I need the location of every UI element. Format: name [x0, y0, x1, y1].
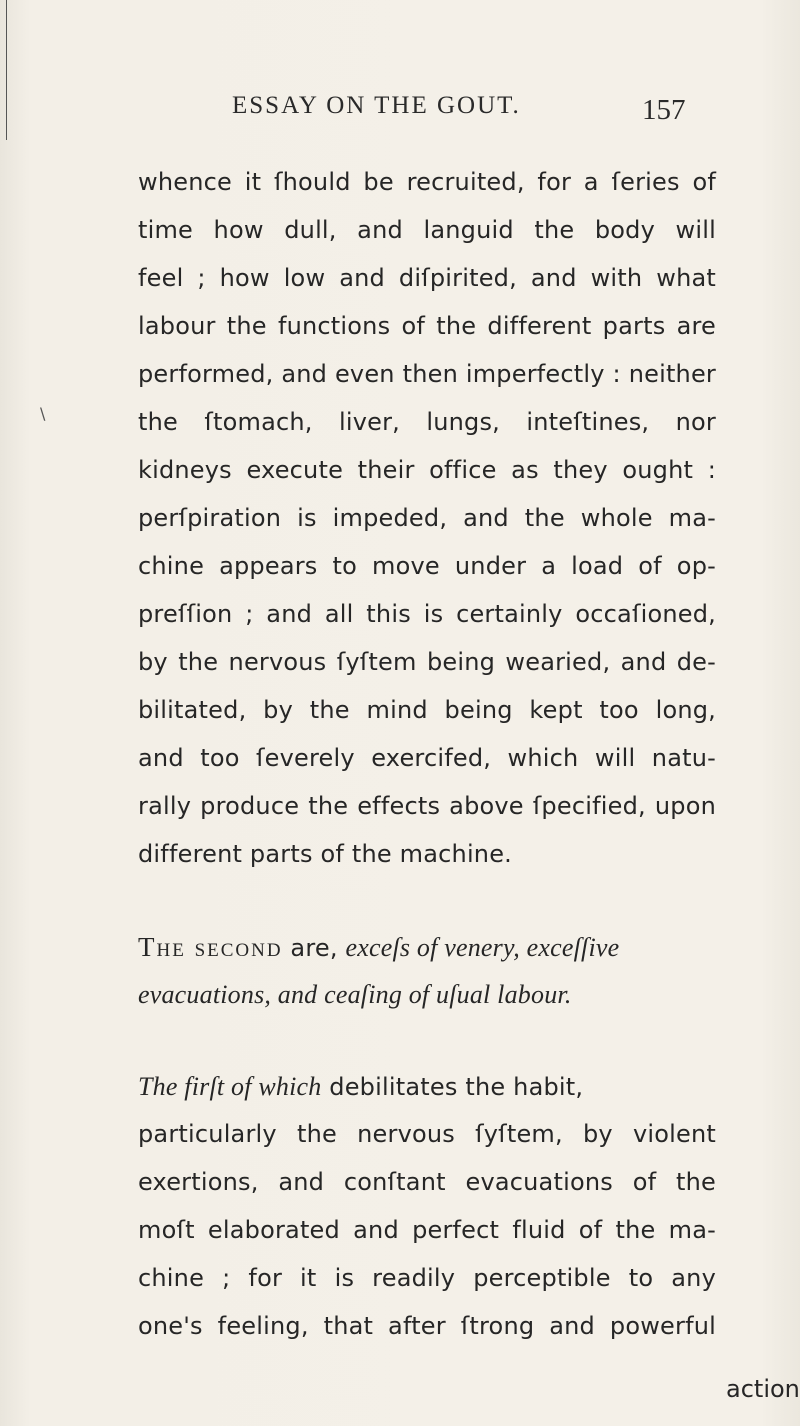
paragraph1-line-10: preſſion ; and all this is certainly occaſioned, — [138, 600, 716, 628]
margin-mark: \ — [40, 404, 46, 423]
paragraph3-line-4: moſt elaborated and perfect fluid of the ma- — [138, 1216, 716, 1244]
paragraph1-line-9: chine appears to move under a load of op- — [138, 552, 716, 580]
paragraph1-line-1: whence it ſhould be recruited, for a ſeries of — [138, 168, 716, 196]
paragraph1-line-6: the ſtomach, liver, lungs, inteſtines, nor — [138, 408, 716, 436]
paragraph1-line-4: labour the functions of the different parts are — [138, 312, 716, 340]
paragraph1-line-7: kidneys execute their office as they ought : — [138, 456, 716, 484]
paragraph2-italic-1: exceſs of venery, exceſſive — [345, 933, 620, 962]
paragraph1-line-12: bilitated, by the mind being kept too long, — [138, 696, 716, 724]
paragraph3-line-1 — [138, 1072, 583, 1102]
page-edge-line — [6, 0, 7, 140]
paragraph2-initial: T — [138, 932, 157, 962]
paragraph3-italic-lead: The firſt of which — [138, 1072, 322, 1101]
page-number: 157 — [642, 94, 686, 126]
paragraph1-line-15: different parts of the machine. — [138, 840, 513, 868]
running-head: ESSAY ON THE GOUT. — [232, 92, 521, 119]
paragraph2-normal: are, — [282, 934, 346, 962]
paragraph1-line-3: feel ; how low and diſpirited, and with what — [138, 264, 716, 292]
paragraph1-line-11: by the nervous ſyſtem being wearied, and de- — [138, 648, 716, 676]
paragraph1-line-13: and too ſeverely exercifed, which will natu- — [138, 744, 716, 772]
paragraph2-smallcaps: he second — [156, 932, 283, 962]
paragraph3-line-3: exertions, and conſtant evacuations of the — [138, 1168, 716, 1196]
paragraph1-line-8: perſpiration is impeded, and the whole ma- — [138, 504, 716, 532]
paragraph1-line-2: time how dull, and languid the body will — [138, 216, 716, 244]
catchword: action — [726, 1375, 800, 1403]
paragraph3-line-6: one's feeling, that after ſtrong and powerful — [138, 1312, 716, 1340]
paragraph3-line-2: particularly the nervous ſyſtem, by violent — [138, 1120, 716, 1148]
paragraph3-line-5: chine ; for it is readily perceptible to any — [138, 1264, 716, 1292]
paragraph2-line-1 — [138, 932, 619, 963]
paragraph2-line-2: evacuations, and ceaſing of uſual labour. — [138, 980, 572, 1009]
paragraph1-line-5: performed, and even then imperfectly : neither — [138, 360, 716, 388]
paragraph1-line-14: rally produce the effects above ſpecified, upon — [138, 792, 716, 820]
paragraph3-line-1-rest: debilitates the habit, — [321, 1073, 584, 1101]
